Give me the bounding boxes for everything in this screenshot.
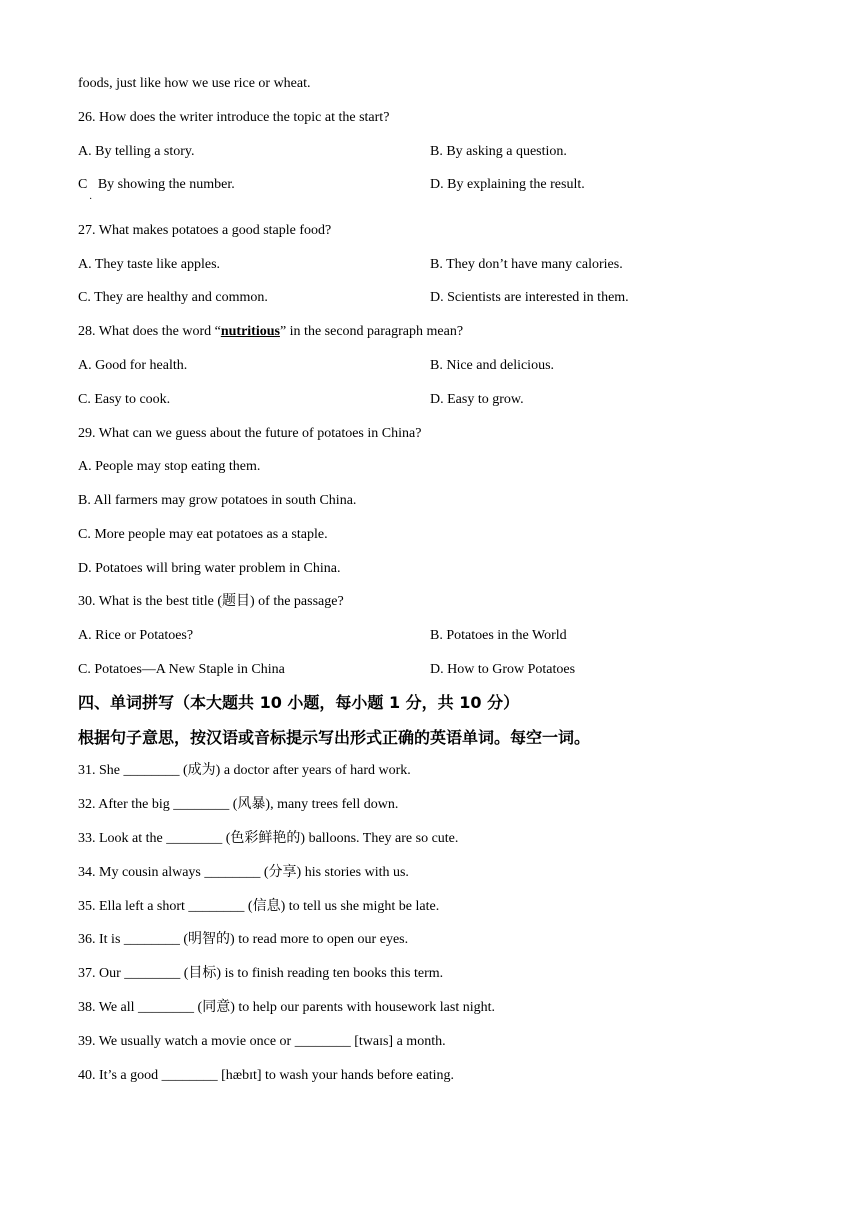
spelling-item-33: 33. Look at the ________ (色彩鲜艳的) balloons. They are so cute. (78, 831, 459, 846)
question-27-option-b: B. They don’t have many calories. (430, 257, 623, 272)
question-30-option-b: B. Potatoes in the World (430, 628, 567, 643)
question-29-stem: 29. What can we guess about the future of potatoes in China? (78, 426, 422, 441)
question-29-option-b: B. All farmers may grow potatoes in south China. (78, 493, 357, 508)
question-28-option-c: C. Easy to cook. (78, 392, 171, 407)
question-29-option-d: D. Potatoes will bring water problem in China. (78, 561, 341, 576)
spelling-item-38: 38. We all ________ (同意) to help our parents with housework last night. (78, 1000, 495, 1015)
spelling-item-32: 32. After the big ________ (风暴), many trees fell down. (78, 797, 399, 812)
spelling-item-40: 40. It’s a good ________ [hæbɪt] to wash your hands before eating. (78, 1068, 454, 1083)
question-27-stem: 27. What makes potatoes a good staple food? (78, 223, 332, 238)
question-27-option-a: A. They taste like apples. (78, 257, 221, 272)
question-28-option-b: B. Nice and delicious. (430, 358, 555, 373)
section-4-title: 四、单词拼写（本大题共 10 小题，每小题 1 分，共 10 分） (78, 693, 520, 712)
spelling-item-37: 37. Our ________ (目标) is to finish reading ten books this term. (78, 966, 444, 981)
question-28-stem (78, 323, 463, 341)
question-30-option-c: C. Potatoes—A New Staple in China (78, 662, 285, 677)
question-27-option-d: D. Scientists are interested in them. (430, 290, 629, 305)
question-30-option-d: D. How to Grow Potatoes (430, 662, 576, 677)
question-30-option-a: A. Rice or Potatoes? (78, 628, 194, 643)
option-c-letter: C (78, 177, 88, 192)
question-29-option-a: A. People may stop eating them. (78, 459, 261, 474)
spelling-item-34: 34. My cousin always ________ (分享) his stories with us. (78, 865, 409, 880)
question-29-option-c: C. More people may eat potatoes as a staple. (78, 527, 328, 542)
question-30-stem: 30. What is the best title (题目) of the passage? (78, 594, 344, 609)
stray-dot-mark: · (89, 194, 93, 205)
keyword-nutritious: nutritious (220, 324, 280, 339)
question-26-stem: 26. How does the writer introduce the topic at the start? (78, 110, 390, 125)
passage-last-line: foods, just like how we use rice or wheat. (78, 76, 311, 91)
question-26-option-b: B. By asking a question. (430, 144, 567, 159)
question-26-option-a: A. By telling a story. (78, 144, 195, 159)
stem-after: ” in the second paragraph mean? (279, 324, 464, 339)
question-26-option-d: D. By explaining the result. (430, 177, 585, 192)
question-27-option-c: C. They are healthy and common. (78, 290, 268, 305)
option-c-text: By showing the number. (97, 177, 235, 192)
section-4-instruction: 根据句子意思，按汉语或音标提示写出形式正确的英语单词。每空一词。 (78, 728, 591, 747)
spelling-item-36: 36. It is ________ (明智的) to read more to open our eyes. (78, 932, 409, 947)
question-28-option-a: A. Good for health. (78, 358, 188, 373)
spelling-item-31: 31. She ________ (成为) a doctor after years of hard work. (78, 763, 411, 778)
stem-before: 28. What does the word “ (78, 324, 221, 339)
spelling-item-39: 39. We usually watch a movie once or ________ [twaɪs] a month. (78, 1034, 446, 1049)
question-28-option-d: D. Easy to grow. (430, 392, 524, 407)
spelling-item-35: 35. Ella left a short ________ (信息) to tell us she might be late. (78, 899, 440, 914)
question-26-option-c (78, 176, 235, 194)
